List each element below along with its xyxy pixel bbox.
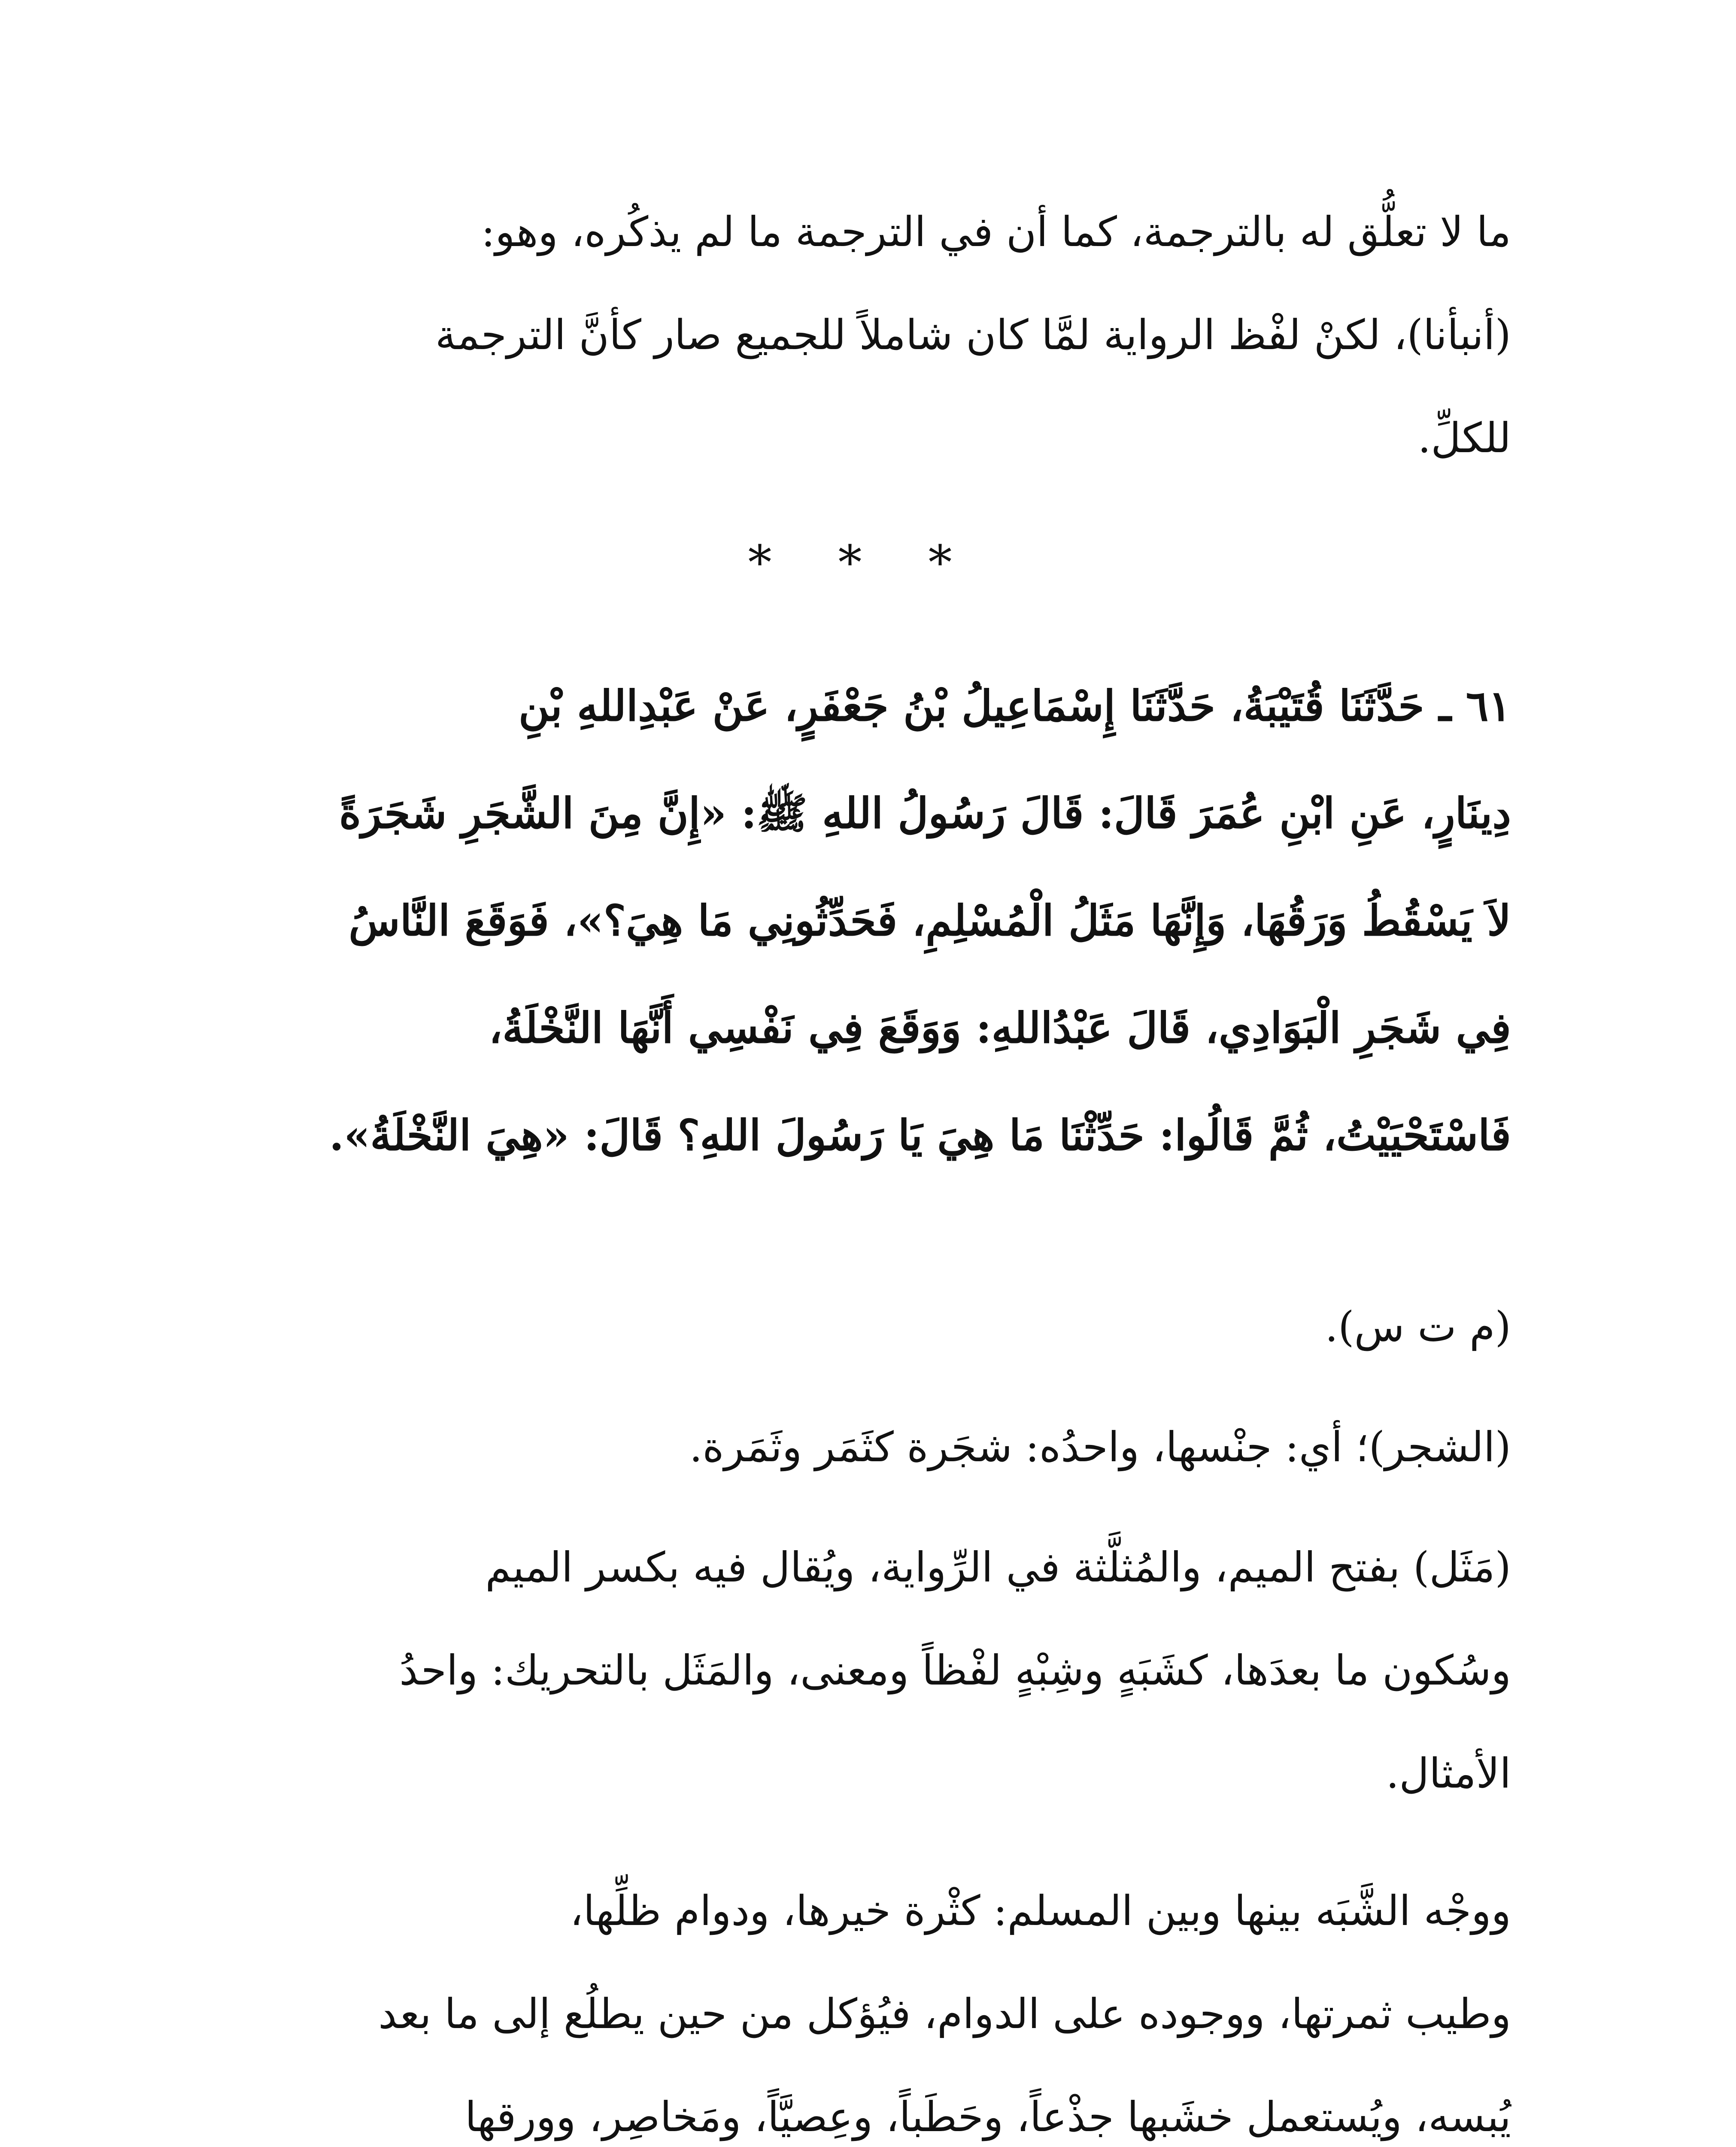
hadith-line: فَاسْتَحْيَيْتُ، ثُمَّ قَالُوا: حَدِّثْنَا مَا هِيَ يَا رَسُولَ اللهِ؟ قَالَ: «هِيَ النَّخْلَةُ». [329, 1111, 1511, 1160]
text-line: يُبسه، ويُستعمل خشَبها جذْعاً، وحَطَباً، وعِصيَّاً، ومَخاصِر، وورقها [465, 2093, 1511, 2141]
hadith-line: فِي شَجَرِ الْبَوَادِي، قَالَ عَبْدُاللهِ: وَوَقَعَ فِي نَفْسِي أَنَّهَا النَّخْلَةُ، [489, 1004, 1511, 1053]
page-content [215, 180, 1511, 2147]
text-line: وطيب ثمرتها، ووجوده على الدوام، فيُؤكل من حين يطلُع إلى ما بعد [378, 1990, 1511, 2038]
hadith-line: لاَ يَسْقُطُ وَرَقُهَا، وَإِنَّهَا مَثَلُ الْمُسْلِمِ، فَحَدِّثُونِي مَا هِيَ؟»، فَوَقَعَ النَّاسُ [349, 896, 1511, 946]
text-line: ووجْه الشَّبَه بينها وبين المسلم: كثْرة خيرها، ودوام ظلِّها، [570, 1887, 1511, 1935]
section-separator: * * * [748, 535, 978, 590]
gloss-mathal [215, 1516, 1511, 1825]
explanation-paragraph [215, 1859, 1511, 2147]
hadith-line: دِينَارٍ، عَنِ ابْنِ عُمَرَ قَالَ: قَالَ رَسُولُ اللهِ ﷺ: «إِنَّ مِنَ الشَّجَرِ شَجَرَةً [339, 789, 1511, 838]
hadith-line: ٦١ ـ حَدَّثَنَا قُتَيْبَةُ، حَدَّثَنَا إِسْمَاعِيلُ بْنُ جَعْفَرٍ، عَنْ عَبْدِاللهِ بْنِ [518, 681, 1511, 731]
gloss-shajar: (الشجر)؛ أي: جنْسها، واحدُه: شجَرة كثَمَر وثَمَرة. [689, 1423, 1511, 1471]
text-line: الأمثال. [1386, 1749, 1511, 1797]
text-line: (أنبأنا)، لكنْ لفْظ الرواية لمَّا كان شاملاً للجميع صار كأنَّ الترجمة [435, 311, 1511, 359]
text-line: للكلِّ. [1417, 414, 1511, 462]
text-line: ما لا تعلُّق له بالترجمة، كما أن في الترجمة ما لم يذكُره، وهو: [481, 208, 1511, 256]
source-reference: (م ت س). [1325, 1303, 1511, 1351]
text-line: وسُكون ما بعدَها، كشَبَهٍ وشِبْهٍ لفْظاً ومعنى، والمَثَل بالتحريك: واحدُ [399, 1646, 1511, 1694]
intro-paragraph [215, 180, 1511, 490]
text-line: (مَثَل) بفتح الميم، والمُثلَّثة في الرِّواية، ويُقال فيه بكسر الميم [485, 1543, 1511, 1591]
hadith-text [215, 653, 1511, 1189]
